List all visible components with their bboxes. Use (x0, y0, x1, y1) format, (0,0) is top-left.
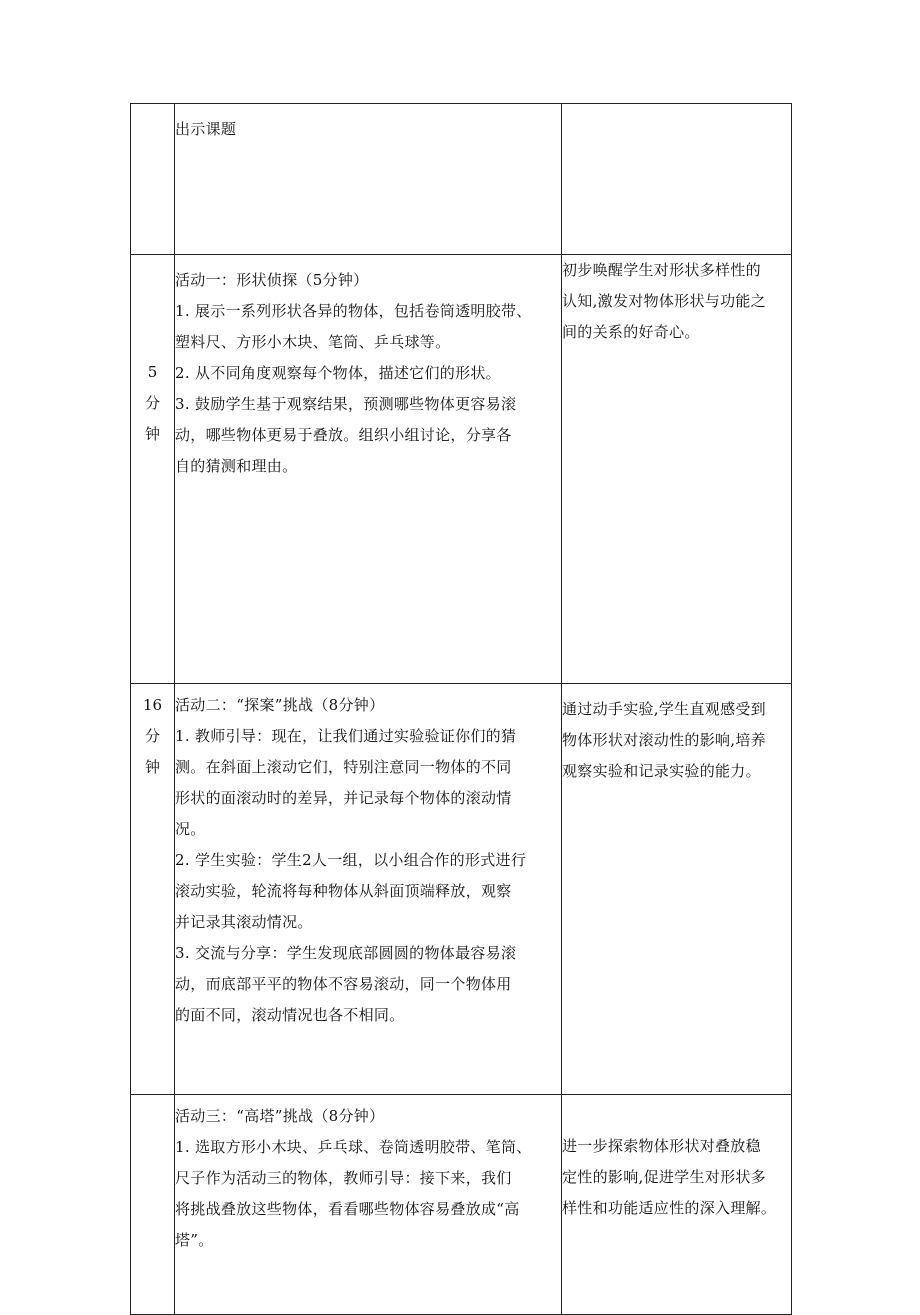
purpose-line: 样性和功能适应性的深入理解。 (562, 1199, 777, 1217)
activity-heading: 活动一：形状侦探（5分钟） (175, 271, 369, 289)
purpose-line: 物体形状对滚动性的影响,培养 (562, 731, 766, 749)
activity-line: 尺子作为活动三的物体，教师引导：接下来，我们 (175, 1169, 512, 1187)
activity-line: 滚动实验，轮流将每种物体从斜面顶端释放，观察 (175, 882, 512, 900)
activity-line: 动，而底部平平的物体不容易滚动，同一个物体用 (175, 975, 512, 993)
activity-cell (175, 684, 562, 1095)
purpose-cell (562, 104, 792, 255)
activity-cell (175, 255, 562, 684)
activity-line: 并记录其滚动情况。 (175, 913, 313, 931)
table-row (131, 1095, 792, 1315)
purpose-line: 通过动手实验,学生直观感受到 (562, 700, 766, 718)
table-row (131, 104, 792, 255)
activity-line: 3. 鼓励学生基于观察结果，预测哪些物体更容易滚 (175, 395, 517, 413)
activity-line: 3. 交流与分享：学生发现底部圆圆的物体最容易滚 (175, 944, 517, 962)
activity-cell (175, 104, 562, 255)
time-unit-2: 钟 (144, 758, 160, 776)
purpose-line: 间的关系的好奇心。 (562, 323, 700, 341)
activity-line: 1. 教师引导：现在，让我们通过实验验证你们的猜 (175, 727, 517, 745)
lesson-plan-table (130, 103, 792, 1315)
time-cell (131, 1095, 175, 1315)
purpose-cell (562, 684, 792, 1095)
activity-line: 自的猜测和理由。 (175, 457, 298, 475)
time-unit-1: 分 (144, 394, 160, 412)
time-cell (131, 684, 175, 1095)
time-value: 5 (147, 363, 158, 381)
activity-line: 的面不同，滚动情况也各不相同。 (175, 1006, 405, 1024)
time-unit-2: 钟 (144, 425, 160, 443)
activity-line: 塑料尺、方形小木块、笔筒、乒乓球等。 (175, 333, 451, 351)
time-cell (131, 104, 175, 255)
purpose-cell (562, 255, 792, 684)
activity-line: 2. 从不同角度观察每个物体，描述它们的形状。 (175, 364, 501, 382)
activity-line: 1. 选取方形小木块、乒乓球、卷筒透明胶带、笔筒、 (175, 1138, 532, 1156)
purpose-line: 进一步探索物体形状对叠放稳 (562, 1137, 761, 1155)
activity-line: 出示课题 (175, 120, 237, 138)
table-row (131, 255, 792, 684)
activity-heading: 活动二：“探案”挑战（8分钟） (175, 696, 385, 714)
time-unit-1: 分 (144, 727, 160, 745)
activity-line: 2. 学生实验：学生2人一组，以小组合作的形式进行 (175, 851, 527, 869)
activity-line: 塔”。 (175, 1231, 214, 1249)
purpose-cell (562, 1095, 792, 1315)
activity-line: 况。 (175, 820, 206, 838)
purpose-line: 观察实验和记录实验的能力。 (562, 762, 761, 780)
time-value: 16 (142, 696, 163, 714)
purpose-line: 定性的影响,促进学生对形状多 (562, 1168, 766, 1186)
activity-cell (175, 1095, 562, 1315)
activity-line: 形状的面滚动时的差异，并记录每个物体的滚动情 (175, 789, 512, 807)
activity-line: 测。在斜面上滚动它们，特别注意同一物体的不同 (175, 758, 512, 776)
activity-line: 将挑战叠放这些物体，看看哪些物体容易叠放成“高 (175, 1200, 520, 1218)
table-row (131, 684, 792, 1095)
activity-line: 动，哪些物体更易于叠放。组织小组讨论，分享各 (175, 426, 512, 444)
purpose-line: 认知,激发对物体形状与功能之 (562, 292, 766, 310)
purpose-line: 初步唤醒学生对形状多样性的 (562, 261, 761, 279)
time-cell (131, 255, 175, 684)
activity-line: 1. 展示一系列形状各异的物体，包括卷筒透明胶带、 (175, 302, 532, 320)
activity-heading: 活动三：“高塔”挑战（8分钟） (175, 1107, 385, 1125)
